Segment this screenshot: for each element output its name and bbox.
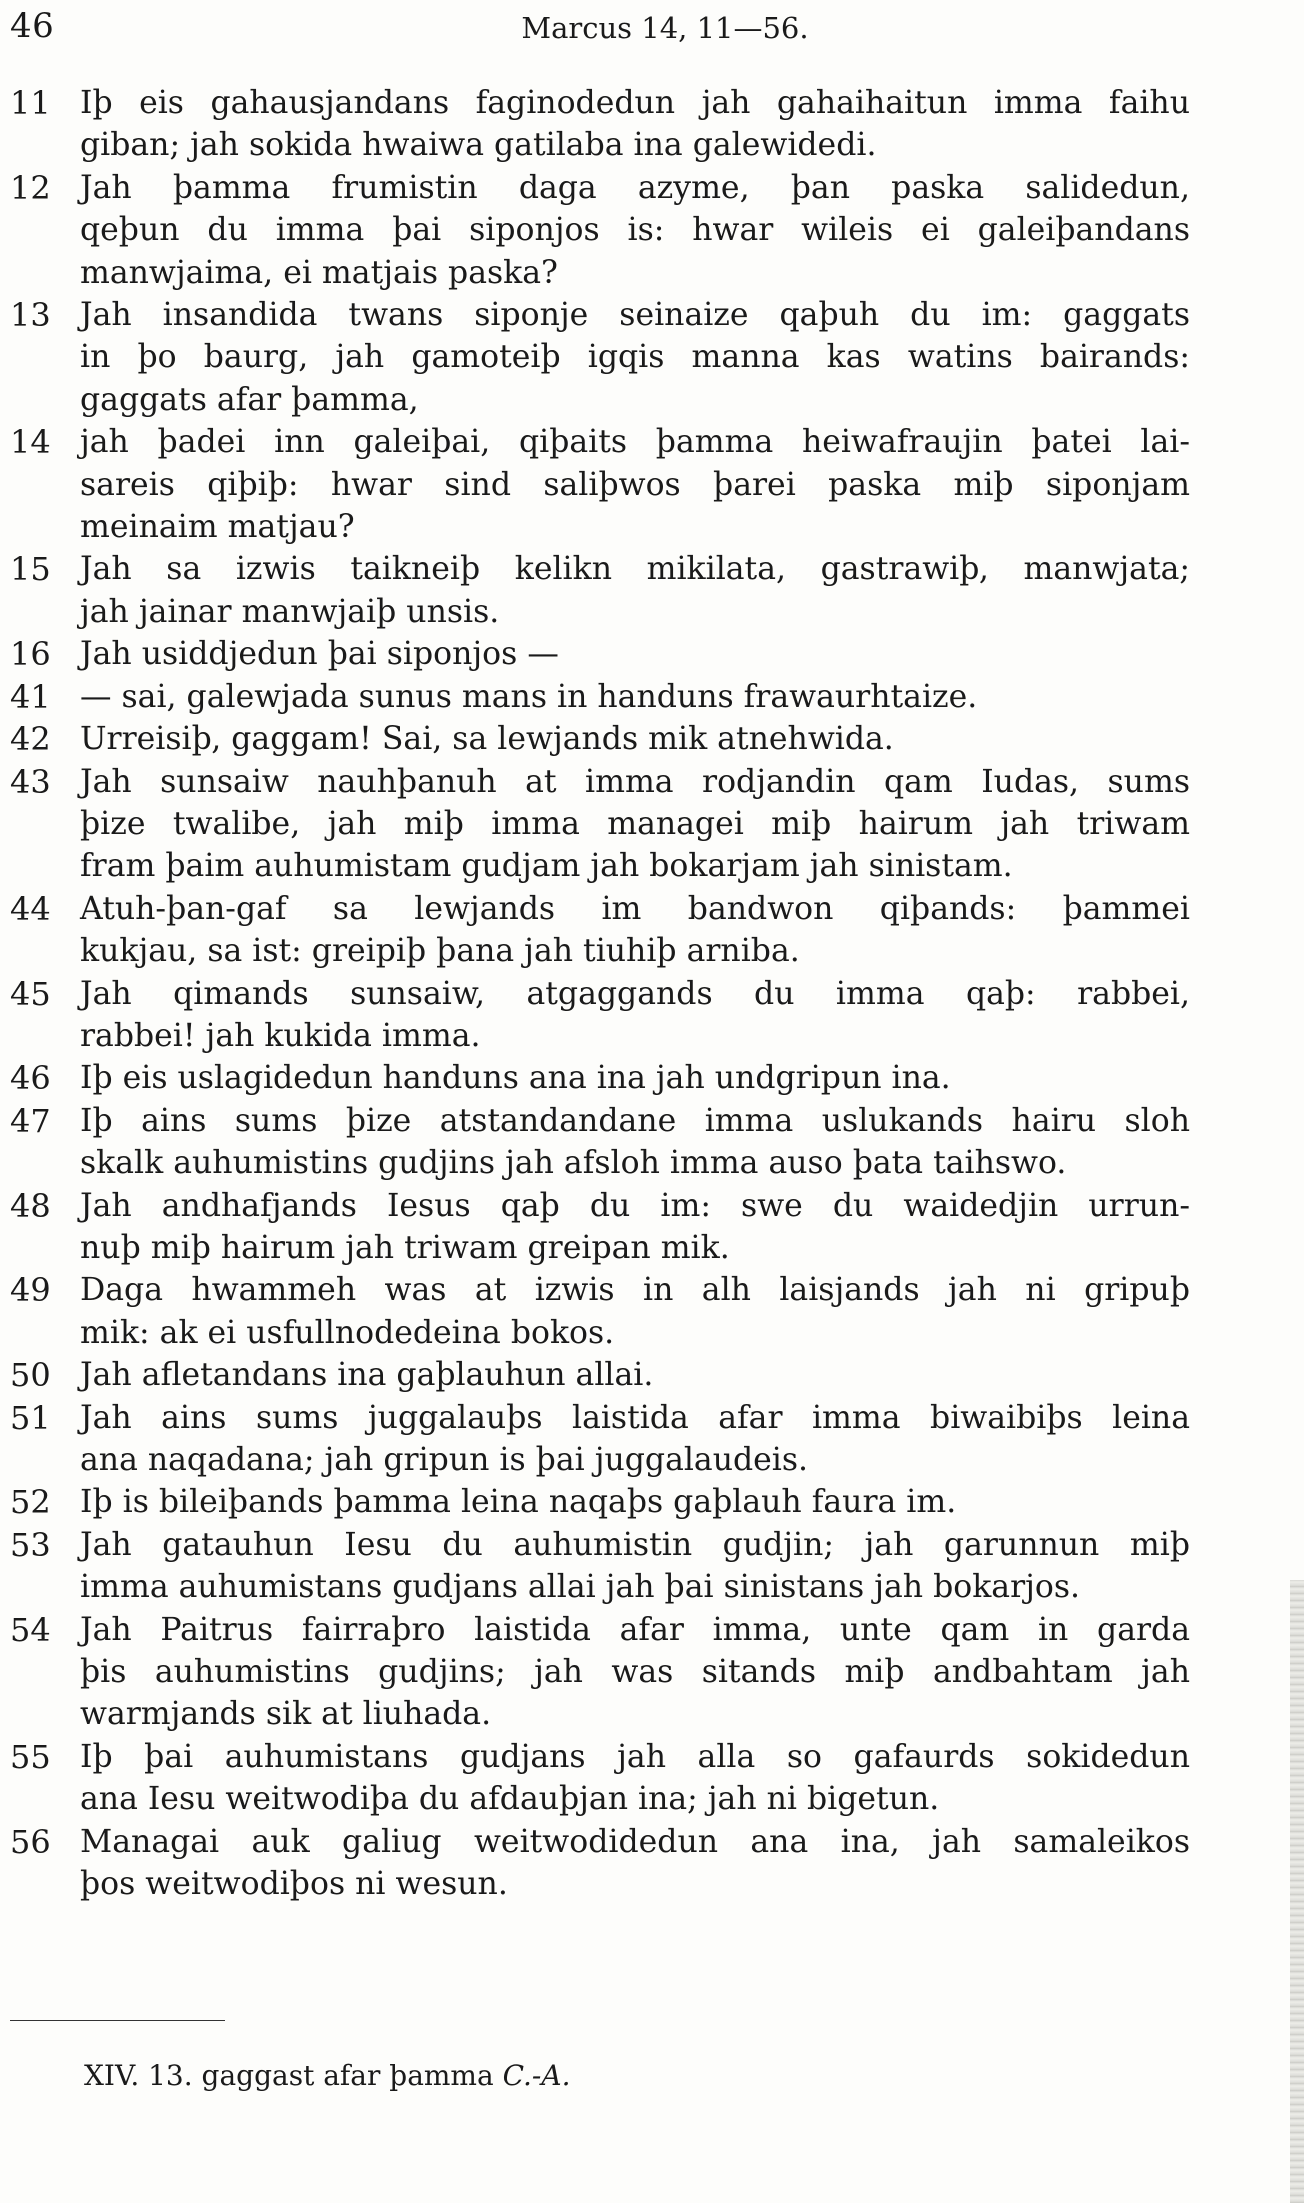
verse-number: 54 [10,1610,51,1649]
verse [10,1397,1190,1482]
verse [10,676,1190,718]
verse-line: þis auhumistins gudjins; jah was sitands miþ andbahtam jah [80,1654,1190,1691]
verse-number: 51 [10,1398,51,1437]
verse-number: 50 [10,1356,51,1395]
verse-line: sareis qiþiþ: hwar sind saliþwos þarei paska miþ siponjam [80,466,1190,503]
verse-number: 55 [10,1737,51,1776]
verse-number: 16 [10,635,51,674]
footnote [84,2056,571,2096]
verse-line: kukjau, sa ist: greipiþ þana jah tiuhiþ arniba. [80,933,800,970]
verse-line: Jah usiddjedun þai siponjos — [80,636,559,673]
verse [10,888,1190,973]
verse-line: Iþ þai auhumistans gudjans jah alla so gafaurds sokidedun [80,1738,1190,1775]
footnote-divider [10,2020,225,2021]
verse-number: 52 [10,1483,51,1522]
verse-number: 44 [10,889,51,928]
verse-number: 15 [10,550,51,589]
verse-line: Iþ is bileiþands þamma leina naqaþs gaþlauh faura im. [80,1484,957,1521]
verse-number: 14 [10,423,51,462]
verse-number: 47 [10,1101,51,1140]
verse-line: skalk auhumistins gudjins jah afsloh imma auso þata taihswo. [80,1145,1067,1182]
verse-line: Iþ ains sums þize atstandandane imma uslukands hairu sloh [80,1102,1190,1139]
verse-number: 43 [10,762,51,801]
verse [10,1057,1190,1099]
verse-number: 12 [10,168,51,207]
verse-number: 42 [10,720,51,759]
verse-line: Jah andhafjands Iesus qaþ du im: swe du waidedjin urrun- [80,1187,1190,1224]
verse-line: qeþun du imma þai siponjos is: hwar wileis ei galeiþandans [80,212,1190,249]
verse-line: Iþ eis gahausjandans faginodedun jah gahaihaitun imma faihu [80,85,1190,121]
verse-number: 45 [10,974,51,1013]
verse-number: 13 [10,296,51,335]
verse [10,973,1190,1058]
verse-line: nuþ miþ hairum jah triwam greipan mik. [80,1229,730,1266]
verse [10,294,1190,421]
verse [10,82,1190,167]
verse-line: ana naqadana; jah gripun is þai juggalaudeis. [80,1442,809,1478]
verse [10,1609,1190,1736]
verse-line: manwjaima, ei matjais paska? [80,254,558,291]
verse-line: mik: ak ei usfullnodedeina bokos. [80,1314,615,1351]
verse-line: giban; jah sokida hwaiwa gatilaba ina galewidedi. [80,127,877,164]
verse-line: imma auhumistans gudjans allai jah þai sinistans jah bokarjos. [80,1569,1081,1606]
verse-line: þos weitwodiþos ni wesun. [80,1866,508,1903]
verse-line: rabbei! jah kukida imma. [80,1017,481,1054]
verse-line: Jah sunsaiw nauhþanuh at imma rodjandin qam Iudas, sums [80,763,1190,800]
verse-line: Urreisiþ, gaggam! Sai, sa lewjands mik atnehwida. [80,721,894,758]
verse-line: Daga hwammeh was at izwis in alh laisjands jah ni gripuþ [80,1272,1190,1309]
verse [10,633,1190,675]
verse-number: 11 [10,84,51,122]
verse-line: fram þaim auhumistam gudjam jah bokarjam jah sinistam. [80,848,1013,885]
verse-number: 56 [10,1822,51,1861]
verse-line: Jah afletandans ina gaþlauhun allai. [80,1357,654,1394]
verse-line: þize twalibe, jah miþ imma managei miþ hairum jah triwam [80,805,1190,842]
verse-number: 41 [10,677,51,716]
verse [10,1269,1190,1354]
verse-line: meinaim matjau? [80,509,355,546]
verse [10,761,1190,888]
verse [10,1481,1190,1523]
footnote-text: XIV. 13. gaggast afar þamma [84,2059,494,2092]
verse [10,1736,1190,1821]
verse [10,1524,1190,1609]
verse-line: Jah insandida twans siponje seinaize qaþuh du im: gaggats [80,297,1190,334]
verse-line: Iþ eis uslagidedun handuns ana ina jah undgripun ina. [80,1060,951,1097]
verse-line: jah jainar manwjaiþ unsis. [80,593,500,630]
verse [10,167,1190,294]
verse-list [10,82,1190,1905]
verse-line: — sai, galewjada sunus mans in handuns frawaurhtaize. [80,678,978,715]
verse [10,1185,1190,1270]
verse-line: Jah ains sums juggalauþs laistida afar imma biwaibiþs leina [80,1399,1190,1436]
verse-line: Atuh-þan-gaf sa lewjands im bandwon qiþands: þammei [80,890,1190,927]
verse-line: jah þadei inn galeiþai, qiþaits þamma heiwafraujin þatei lai- [80,424,1190,461]
verse [10,1100,1190,1185]
page-header [10,4,1190,48]
verse-line: ana Iesu weitwodiþa du afdauþjan ina; jah ni bigetun. [80,1781,940,1818]
footnote-manuscript: C.-A. [502,2059,571,2092]
verse [10,718,1190,760]
verse-number: 49 [10,1271,51,1310]
verse-line: in þo baurg, jah gamoteiþ igqis manna kas watins bairands: [80,339,1190,376]
verse-line: Jah gatauhun Iesu du auhumistin gudjin; jah garunnun miþ [80,1526,1190,1563]
verse-line: Managai auk galiug weitwodidedun ana ina, jah samaleikos [80,1823,1190,1860]
verse-line: warmjands sik at liuhada. [80,1696,492,1733]
verse [10,421,1190,548]
page-number: 46 [10,6,55,46]
verse [10,1821,1190,1906]
verse-number: 53 [10,1525,51,1564]
verse [10,1354,1190,1396]
verse-line: Jah qimands sunsaiw, atgaggands du imma qaþ: rabbei, [80,975,1190,1012]
verse-number: 48 [10,1186,51,1225]
verse-line: gaggats afar þamma, [80,381,419,418]
page-edge-shadow [1290,1580,1304,2203]
verse-line: Jah sa izwis taikneiþ kelikn mikilata, gastrawiþ, manwjata; [80,551,1190,588]
verse [10,548,1190,633]
verse-line: Jah Paitrus fairraþro laistida afar imma, unte qam in garda [80,1611,1190,1648]
running-title: Marcus 14, 11—56. [521,11,809,45]
verse-line: Jah þamma frumistin daga azyme, þan paska salidedun, [80,169,1190,206]
verse-number: 46 [10,1059,51,1098]
